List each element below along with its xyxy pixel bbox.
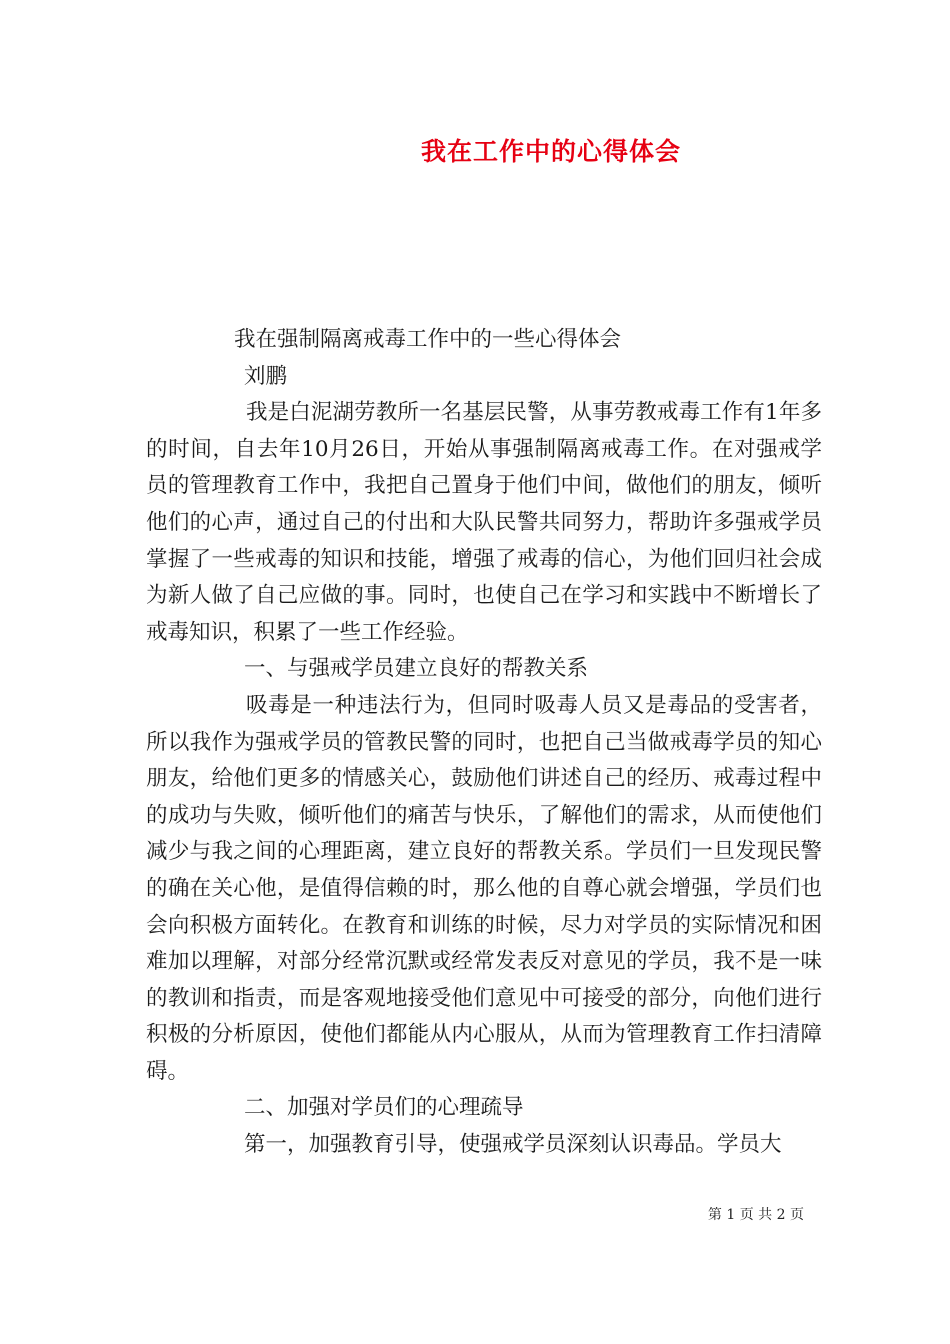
section-heading-1: 一、与强戒学员建立良好的帮教关系: [244, 656, 589, 682]
author-name: 刘鹏: [244, 363, 288, 389]
document-body: [146, 322, 822, 1164]
document-subtitle: 我在强制隔离戒毒工作中的一些心得体会: [234, 327, 622, 352]
paragraph-intro: 我是白泥湖劳教所一名基层民警，从事劳教戒毒工作有1年多的时间，自去年10月26日，开始从事强制隔离戒毒工作。在对强戒学员的管理教育工作中，我把自己置身于他们中间，做他们的朋友，倾听他们的心声，通过自己的付出和大队民警共同努力，帮助许多强戒学员掌握了一些戒毒的知识和技能，增强了戒毒的信心，为他们回归社会成为新人做了自己应做的事。同时，也使自己在学习和实践中不断增长了戒毒知识，积累了一些工作经验。: [146, 400, 822, 645]
paragraph-section-1: 吸毒是一种违法行为，但同时吸毒人员又是毒品的受害者，所以我作为强戒学员的管教民警的同时，也把自己当做戒毒学员的知心朋友，给他们更多的情感关心，鼓励他们讲述自己的经历、戒毒过程中的成功与失败，倾听他们的痛苦与快乐，了解他们的需求，从而使他们减少与我之间的心理距离，建立良好的帮教关系。学员们一旦发现民警的确在关心他，是值得信赖的时，那么他的自尊心就会增强，学员们也会向积极方面转化。在教育和训练的时候，尽力对学员的实际情况和困难加以理解，对部分经常沉默或经常发表反对意见的学员，我不是一味的教训和指责，而是客观地接受他们意见中可接受的部分，向他们进行积极的分析原因，使他们都能从内心服从，从而为管理教育工作扫清障碍。: [146, 692, 822, 1084]
page-title: 我在工作中的心得体会: [420, 137, 681, 166]
paragraph-section-2: 第一，加强教育引导，使强戒学员深刻认识毒品。学员大: [244, 1132, 782, 1158]
page-number-footer: 第 1 页 共 2 页: [707, 1207, 804, 1223]
section-heading-2: 二、加强对学员们的心理疏导: [244, 1095, 524, 1121]
